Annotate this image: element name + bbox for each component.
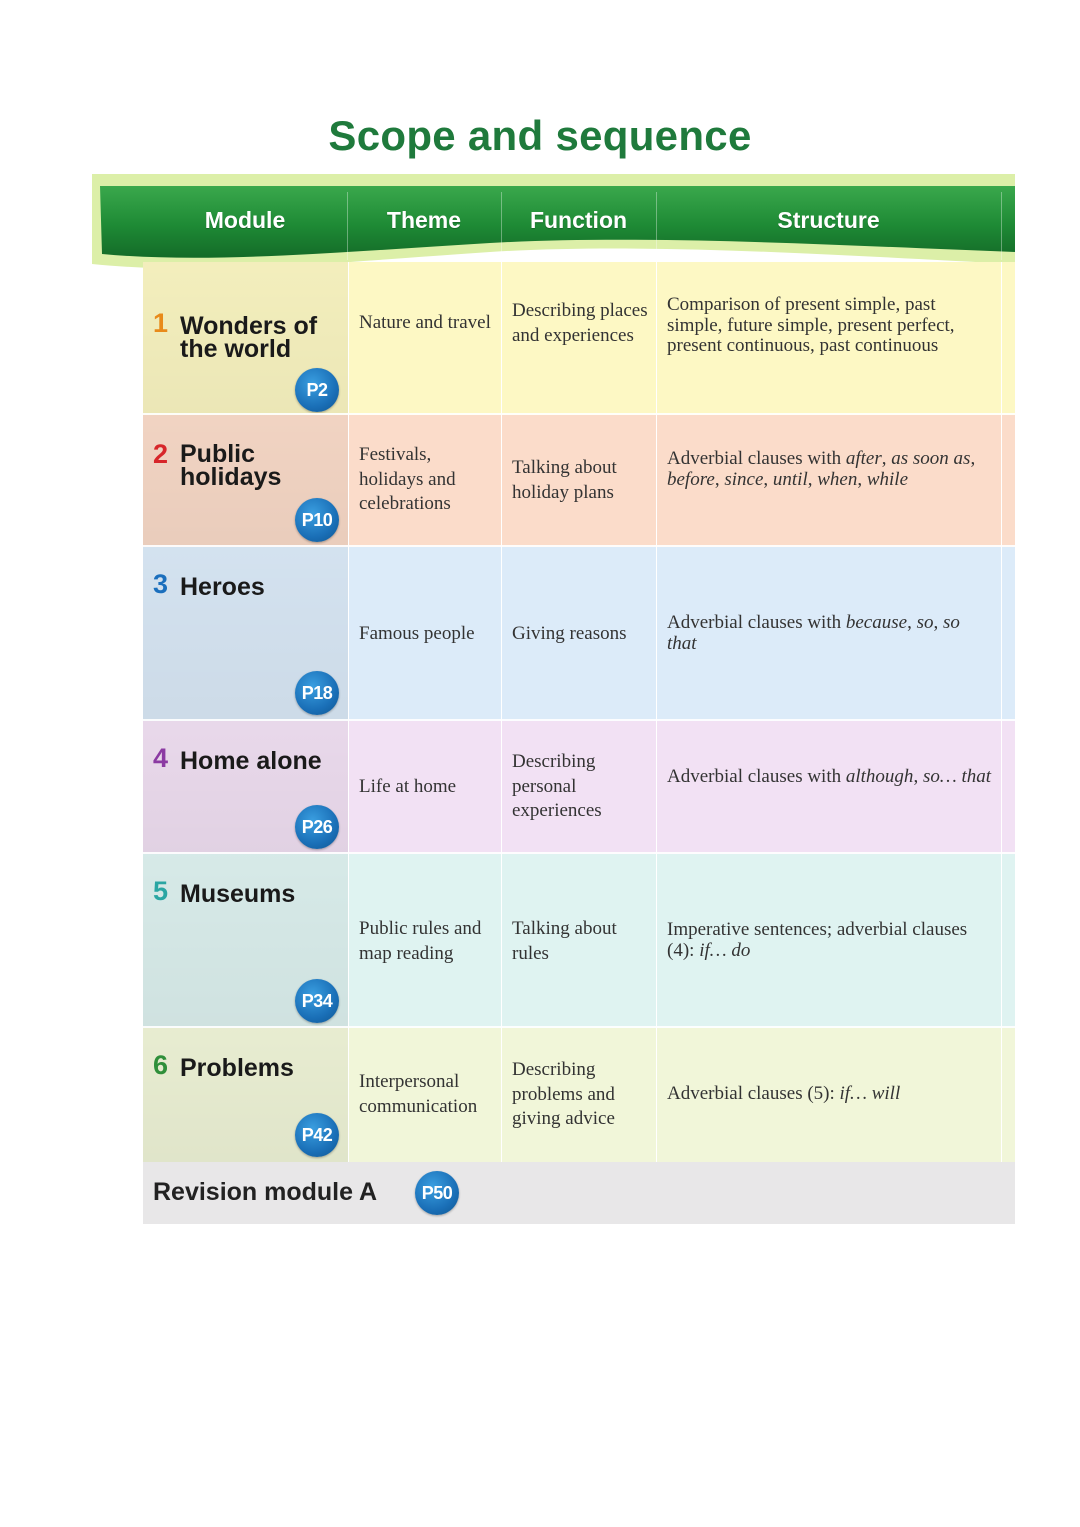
function-cell (501, 547, 656, 721)
column-header-function: Function (529, 207, 628, 233)
theme-cell (348, 262, 501, 415)
function-cell (501, 1028, 656, 1162)
module-name: Heroes (180, 573, 265, 601)
row-tail (1001, 721, 1015, 854)
theme-cell (348, 854, 501, 1028)
theme-cell (348, 1028, 501, 1162)
module-number: 2 (153, 439, 169, 469)
table-row-module-2 (143, 415, 1015, 547)
function-text: Giving reasons (512, 623, 627, 644)
module-name: Home alone (180, 747, 322, 775)
module-number: 1 (153, 308, 169, 338)
structure-text: Comparison of present simple, past simple, future simple, present perfect, present continuous, past continuous (667, 294, 955, 356)
table-row-module-1 (143, 262, 1015, 415)
function-text: Talking about holiday plans (512, 457, 617, 503)
table-row-module-4 (143, 721, 1015, 854)
function-cell (501, 854, 656, 1028)
column-header-theme: Theme (386, 207, 462, 233)
row-tail (1001, 262, 1015, 415)
theme-text: Life at home (359, 776, 457, 797)
function-text: Describing problems and giving advice (512, 1059, 615, 1129)
function-text: Describing places and experiences (512, 300, 648, 346)
module-cell (143, 721, 348, 854)
page-badge[interactable]: P10 (295, 498, 339, 542)
module-cell (143, 415, 348, 547)
structure-text: Adverbial clauses with after, as soon as, before, since, until, when, while (667, 448, 976, 490)
function-text: Talking about rules (512, 918, 617, 964)
structure-text: Imperative sentences; adverbial clauses (4): if… do (667, 919, 968, 961)
page-badge[interactable]: P42 (295, 1113, 339, 1157)
module-number: 4 (153, 743, 169, 773)
header-separator (1001, 192, 1002, 260)
theme-text: Festivals, holidays and celebrations (359, 444, 456, 514)
function-cell (501, 262, 656, 415)
page-badge[interactable]: P18 (295, 671, 339, 715)
table-row-module-6 (143, 1028, 1015, 1162)
structure-cell (656, 415, 1001, 547)
module-number: 3 (153, 569, 169, 599)
module-name: Museums (180, 880, 296, 908)
function-cell (501, 415, 656, 547)
theme-cell (348, 415, 501, 547)
module-name: Wonders of the world (180, 312, 318, 363)
theme-text: Public rules and map reading (359, 918, 482, 964)
structure-cell (656, 262, 1001, 415)
table-row-module-5 (143, 854, 1015, 1028)
theme-cell (348, 721, 501, 854)
module-cell (143, 262, 348, 415)
function-cell (501, 721, 656, 854)
structure-cell (656, 1028, 1001, 1162)
module-name: Public holidays (180, 440, 282, 491)
module-number: 6 (153, 1050, 169, 1080)
page-title: Scope and sequence (328, 112, 752, 159)
theme-text: Interpersonal communication (359, 1071, 478, 1117)
page-badge[interactable]: P26 (295, 805, 339, 849)
revision-row (143, 1162, 1015, 1224)
function-text: Describing personal experiences (512, 751, 602, 821)
row-tail (1001, 1028, 1015, 1162)
row-tail (1001, 415, 1015, 547)
theme-text: Nature and travel (359, 312, 491, 333)
row-tail (1001, 547, 1015, 721)
table-row-module-3 (143, 547, 1015, 721)
structure-cell (656, 547, 1001, 721)
theme-cell (348, 547, 501, 721)
structure-text: Adverbial clauses with because, so, so that (667, 612, 960, 654)
structure-cell (656, 854, 1001, 1028)
module-cell (143, 1028, 348, 1162)
theme-text: Famous people (359, 623, 475, 644)
page-badge[interactable]: P2 (295, 368, 339, 412)
structure-text: Adverbial clauses with although, so… that (667, 766, 992, 787)
page-badge[interactable]: P50 (415, 1171, 459, 1215)
revision-label: Revision module A (153, 1178, 378, 1206)
row-tail (1001, 854, 1015, 1028)
module-name: Problems (180, 1054, 294, 1082)
column-header-module: Module (204, 207, 286, 233)
module-number: 5 (153, 876, 169, 906)
page-badge[interactable]: P34 (295, 979, 339, 1023)
column-header-structure: Structure (777, 207, 880, 233)
module-cell (143, 854, 348, 1028)
structure-text: Adverbial clauses (5): if… will (667, 1083, 901, 1104)
structure-cell (656, 721, 1001, 854)
module-cell (143, 547, 348, 721)
